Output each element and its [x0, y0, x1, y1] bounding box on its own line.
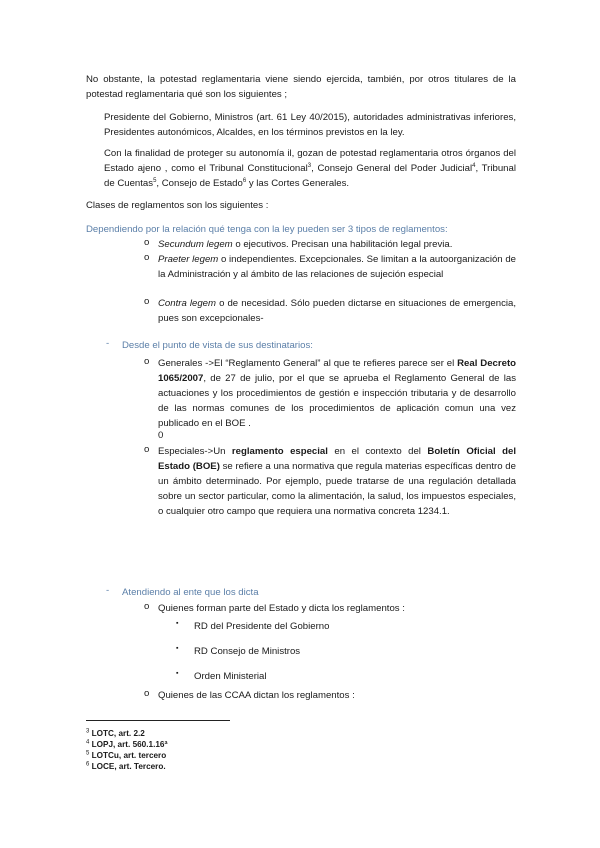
titular-paragraph-1: Presidente del Gobierno, Ministros (art. 61 Ley 40/2015), autoridades administrativas inferiores, Presidentes autonómicos, Alcaldes, en los términos previstos en la ley. — [104, 112, 516, 138]
zero-text: 0 — [158, 430, 164, 441]
generales-paragraph: Generales ->El “Reglamento General” al que te refieres parece ser el Real Decreto 1065/2007, de 27 de julio, por el que se aprueba el Reglamento General de las actuaciones y los procedimientos de gestión e inspección tributaria y de desarrollo de las normas comunes de los procedimientos de aplicación comun una vez publicado en el BOE . — [158, 358, 516, 429]
ley-item-secundum: Secundum legem o ejecutivos. Precisan una habilitación legal previa. — [158, 239, 453, 250]
bullet-o: o — [144, 237, 150, 248]
footnote-ref-4[interactable]: 4 — [472, 162, 476, 169]
dash-bullet: - — [106, 338, 110, 349]
dest-heading: Desde el punto de vista de sus destinatarios: — [122, 340, 313, 351]
footnote-5: $^5$ LOTCu, art. tercero — [86, 750, 167, 760]
ley-item-praeter: Praeter legem o independientes. Excepcionales. Se limitan a la autoorganización de la Administración y al ámbito de las relaciones de sujeción especial — [158, 254, 516, 280]
square-bullet: ▪ — [176, 645, 179, 652]
titular-paragraph-2: Con la finalidad de proteger su autonomía il, gozan de potestad reglamentaria otros órganos del Estado ajeno , como el Tribunal Constitucional$^3$, Consejo General del Poder Judicial$^4$, Tribunal de Cuentas$^5$, Consejo de Estado$^6$ y las Cortes Generales. — [104, 148, 516, 189]
dash-bullet: - — [106, 585, 110, 596]
bullet-o: o — [144, 601, 150, 612]
quienes-ccaa: Quienes de las CCAA dictan los reglamentos : — [158, 690, 355, 701]
footnote-3: $^3$ LOTC, art. 2.2 — [86, 728, 145, 738]
footnote-separator — [86, 720, 230, 721]
ley-heading: Dependiendo por la relación qué tenga con la ley pueden ser 3 tipos de reglamentos: — [86, 224, 448, 235]
clases-title: Clases de reglamentos son los siguientes : — [86, 200, 269, 211]
especiales-paragraph: Especiales->Un reglamento especial en el contexto del Boletín Oficial del Estado (BOE) se refiere a una normativa que regula materias específicas dentro de un ámbito determinado. Por ejemplo, puede tratarse de una regulación detallada sobre un sector particular, como la alimentación, la salud, los impuestos especiales, o cualquier otro campo que requiera una normativa concreta 1234.1. — [158, 446, 516, 517]
bullet-o: o — [144, 296, 150, 307]
ley-item-contra: Contra legem o de necesidad. Sólo pueden dictarse en situaciones de emergencia, pues son excepcionales- — [158, 298, 516, 324]
estado-item-rd-consejo: RD Consejo de Ministros — [194, 646, 301, 657]
footnote-ref-3[interactable]: 3 — [307, 162, 312, 169]
footnote-ref-6[interactable]: 6 — [242, 177, 247, 184]
footnote-6: $^6$ LOCE, art. Tercero. — [86, 761, 166, 771]
square-bullet: ▪ — [176, 620, 179, 627]
footnote-ref-5[interactable]: 5 — [153, 177, 157, 184]
footnote-4: $^4$ LOPJ, art. 560.1.16ª — [86, 739, 168, 749]
footnotes — [86, 728, 386, 772]
ente-heading: Atendiendo al ente que los dicta — [122, 587, 259, 598]
quienes-estado: Quienes forman parte del Estado y dicta los reglamentos : — [158, 603, 405, 614]
bullet-o: o — [144, 444, 150, 455]
bullet-o: o — [144, 356, 150, 367]
bullet-o: o — [144, 688, 150, 699]
intro-paragraph: No obstante, la potestad reglamentaria viene siendo ejercida, también, por otros titulares de la potestad reglamentaria qué son los siguientes ; — [86, 74, 516, 100]
bullet-o: o — [144, 252, 150, 263]
estado-item-rd-presidente: RD del Presidente del Gobierno — [194, 621, 330, 632]
estado-item-orden-ministerial: Orden Ministerial — [194, 671, 267, 682]
square-bullet: ▪ — [176, 670, 179, 677]
